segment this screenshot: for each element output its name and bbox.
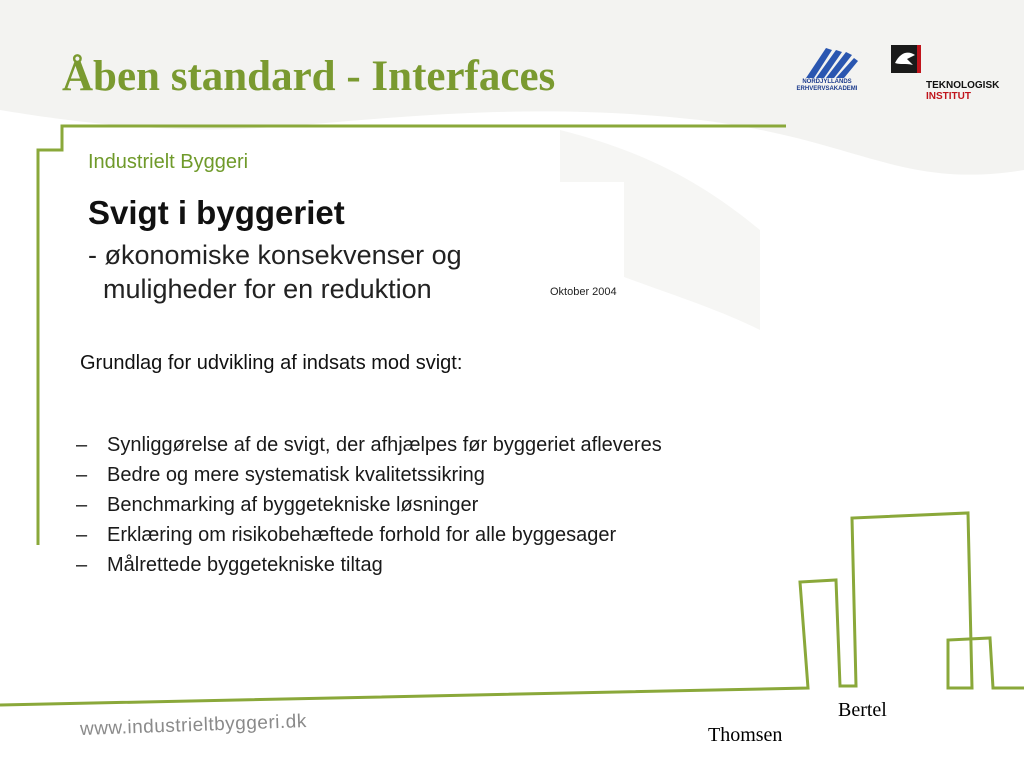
nordjyllands-wave-icon	[786, 42, 868, 82]
bullet-dash: –	[76, 434, 88, 456]
ti-line-2: INSTITUT	[926, 91, 971, 102]
report-title: Svigt i byggeriet	[88, 194, 345, 231]
teknologisk-institut-logo-text	[926, 80, 999, 102]
slide-subtitle: Industrielt Byggeri	[88, 151, 249, 173]
bullet-dash: –	[76, 554, 88, 576]
bullet-text: Bedre og mere systematisk kvalitetssikring	[107, 464, 485, 486]
bullet-list	[70, 430, 662, 580]
ti-line-1: TEKNOLOGISK	[926, 80, 1000, 91]
report-cover-clipping	[84, 182, 624, 310]
nordjyllands-logo	[786, 42, 868, 104]
teknologisk-institut-mark-icon	[891, 45, 921, 73]
lead-text: Grundlag for udvikling af indsats mod svigt:	[80, 352, 463, 374]
report-subtitle: - økonomiske konsekvenser og muligheder for en reduktion	[88, 240, 462, 304]
bullet-list-clipping	[70, 405, 770, 585]
bullet-text: Erklæring om risikobehæftede forhold for alle byggesager	[107, 524, 617, 546]
bullet-text: Synliggørelse af de svigt, der afhjælpes før byggeriet afleveres	[107, 434, 662, 456]
nordjyllands-logo-text: NORDJYLLANDS ERHVERVSAKADEMI	[796, 79, 858, 92]
bullet-text: Benchmarking af byggetekniske løsninger	[107, 494, 479, 516]
bullet-dash: –	[76, 464, 88, 486]
bullet-dash: –	[76, 524, 88, 546]
author-first-name: Bertel	[838, 699, 887, 721]
list-item	[70, 460, 662, 490]
bullet-text: Målrettede byggetekniske tiltag	[107, 554, 383, 576]
list-item	[70, 550, 662, 580]
list-item	[70, 520, 662, 550]
bullet-dash: –	[76, 494, 88, 516]
slide-title: Åben standard - Interfaces	[62, 53, 556, 100]
author-last-name: Thomsen	[708, 724, 783, 746]
report-date: Oktober 2004	[550, 286, 617, 298]
list-item	[70, 430, 662, 460]
footer-url: www.industrieltbyggeri.dk	[79, 711, 308, 740]
list-item	[70, 490, 662, 520]
